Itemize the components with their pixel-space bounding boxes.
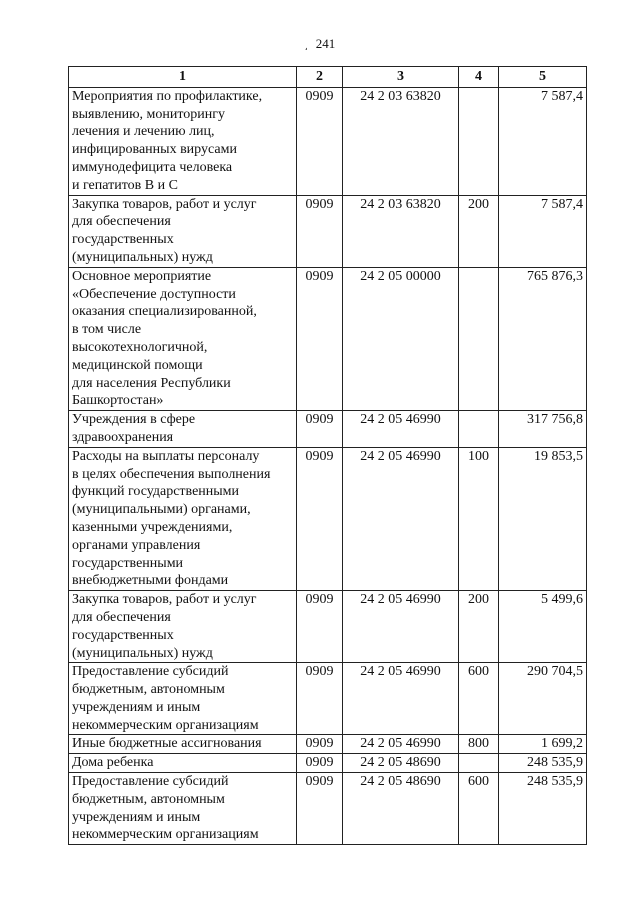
row-amount: 1 699,2 (499, 735, 587, 754)
row-expense-type (459, 754, 499, 773)
row-name: Расходы на выплаты персоналу в целях обеспечения выполнения функций государственными (муниципальными) органами, казенными учреждениями, органами управления государственными внебюджетными фондами (69, 447, 297, 590)
row-name: Мероприятия по профилактике, выявлению, мониторингу лечения и лечению лиц, инфицированных вирусами иммунодефицита человека и гепатитов В и С (69, 87, 297, 195)
row-expense-type: 200 (459, 195, 499, 267)
row-section-code: 0909 (297, 267, 343, 410)
row-name: Основное мероприятие «Обеспечение доступности оказания специализированной, в том числе высокотехнологичной, медицинской помощи для населения Республики Башкортостан» (69, 267, 297, 410)
row-section-code: 0909 (297, 735, 343, 754)
row-name: Дома ребенка (69, 754, 297, 773)
row-section-code: 0909 (297, 663, 343, 735)
table-row (69, 773, 587, 845)
row-target-article: 24 2 05 48690 (343, 773, 459, 845)
row-name: Иные бюджетные ассигнования (69, 735, 297, 754)
row-section-code: 0909 (297, 87, 343, 195)
row-name: Закупка товаров, работ и услуг для обеспечения государственных (муниципальных) нужд (69, 195, 297, 267)
table-row (69, 663, 587, 735)
header-col-4: 4 (459, 67, 499, 88)
page-number (0, 36, 640, 52)
header-col-3: 3 (343, 67, 459, 88)
page-tick-mark: ، (304, 42, 308, 52)
row-section-code: 0909 (297, 411, 343, 448)
row-target-article: 24 2 05 46990 (343, 591, 459, 663)
header-col-2: 2 (297, 67, 343, 88)
row-name: Предоставление субсидий бюджетным, автономным учреждениям и иным некоммерческим организациям (69, 773, 297, 845)
row-expense-type: 100 (459, 447, 499, 590)
row-expense-type (459, 411, 499, 448)
row-amount: 290 704,5 (499, 663, 587, 735)
row-amount: 317 756,8 (499, 411, 587, 448)
table-row (69, 87, 587, 195)
table-row (69, 735, 587, 754)
page-number-value: 241 (315, 36, 336, 51)
row-section-code: 0909 (297, 773, 343, 845)
header-row (69, 67, 587, 88)
row-amount: 7 587,4 (499, 87, 587, 195)
row-section-code: 0909 (297, 195, 343, 267)
row-target-article: 24 2 03 63820 (343, 87, 459, 195)
table-row (69, 195, 587, 267)
row-expense-type: 200 (459, 591, 499, 663)
table-row (69, 267, 587, 410)
row-expense-type: 600 (459, 773, 499, 845)
row-section-code: 0909 (297, 447, 343, 590)
row-target-article: 24 2 05 46990 (343, 411, 459, 448)
row-name: Учреждения в сфере здравоохранения (69, 411, 297, 448)
budget-table (68, 66, 587, 845)
row-section-code: 0909 (297, 591, 343, 663)
row-target-article: 24 2 03 63820 (343, 195, 459, 267)
row-expense-type: 800 (459, 735, 499, 754)
row-amount: 248 535,9 (499, 773, 587, 845)
table-row (69, 411, 587, 448)
row-name: Закупка товаров, работ и услуг для обеспечения государственных (муниципальных) нужд (69, 591, 297, 663)
row-target-article: 24 2 05 00000 (343, 267, 459, 410)
row-amount: 765 876,3 (499, 267, 587, 410)
row-target-article: 24 2 05 46990 (343, 663, 459, 735)
row-amount: 19 853,5 (499, 447, 587, 590)
header-col-5: 5 (499, 67, 587, 88)
table-row (69, 447, 587, 590)
header-col-1: 1 (69, 67, 297, 88)
row-name: Предоставление субсидий бюджетным, автономным учреждениям и иным некоммерческим организациям (69, 663, 297, 735)
table-row (69, 591, 587, 663)
row-target-article: 24 2 05 48690 (343, 754, 459, 773)
row-amount: 7 587,4 (499, 195, 587, 267)
row-expense-type: 600 (459, 663, 499, 735)
row-expense-type (459, 267, 499, 410)
row-expense-type (459, 87, 499, 195)
row-section-code: 0909 (297, 754, 343, 773)
row-target-article: 24 2 05 46990 (343, 735, 459, 754)
row-amount: 248 535,9 (499, 754, 587, 773)
row-target-article: 24 2 05 46990 (343, 447, 459, 590)
row-amount: 5 499,6 (499, 591, 587, 663)
table-row (69, 754, 587, 773)
